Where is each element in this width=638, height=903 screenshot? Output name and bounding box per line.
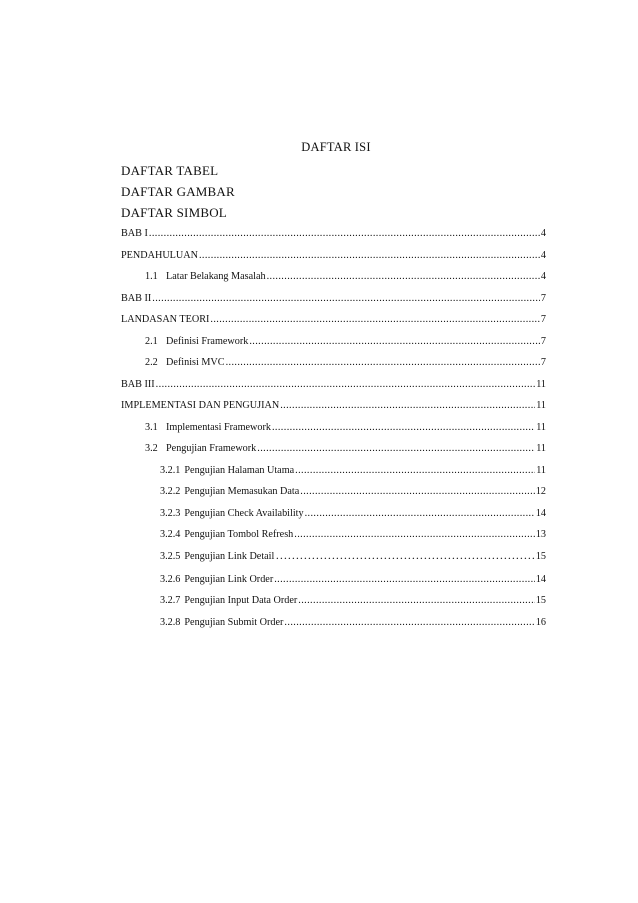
toc-entry-label: PENDAHULUAN xyxy=(121,250,198,261)
toc-entry-page: 7 xyxy=(540,293,546,304)
toc-leader-dots xyxy=(149,227,540,240)
toc-entry-1-1[interactable] xyxy=(121,270,546,283)
toc-entry-label: 2.2 Definisi MVC xyxy=(145,357,225,368)
toc-entry-number: 2.2 xyxy=(145,357,158,368)
toc-leader-dots xyxy=(272,421,535,434)
toc-entry-number: 3.2.6 xyxy=(160,574,181,585)
toc-entry-page: 16 xyxy=(535,617,546,628)
toc-leader-dots xyxy=(257,442,535,455)
toc-entry-label: 3.2.6 Pengujian Link Order xyxy=(160,574,274,585)
toc-entry-3-2-1[interactable] xyxy=(121,464,546,477)
toc-entry-bab-3[interactable] xyxy=(121,378,546,391)
toc-entry-label: 3.2.8 Pengujian Submit Order xyxy=(160,617,284,628)
toc-entry-number: 3.2.8 xyxy=(160,617,181,628)
toc-entry-number: 3.2.2 xyxy=(160,486,181,497)
toc-entry-number: 3.2.7 xyxy=(160,595,181,606)
toc-entry-number: 3.2.3 xyxy=(160,508,181,519)
toc-entry-page: 4 xyxy=(540,271,546,282)
front-matter-daftar-tabel: DAFTAR TABEL xyxy=(121,163,219,178)
toc-leader-dots xyxy=(226,356,540,369)
toc-entry-label: 3.2.1 Pengujian Halaman Utama xyxy=(160,465,295,476)
toc-entry-page: 11 xyxy=(536,379,546,390)
toc-entry-number: 2.1 xyxy=(145,336,158,347)
toc-leader-dots xyxy=(284,616,534,629)
toc-entry-label: 3.2.7 Pengujian Input Data Order xyxy=(160,595,298,606)
toc-leader-dots xyxy=(152,292,540,305)
toc-entry-label: BAB I xyxy=(121,228,148,239)
toc-entry-bab-1[interactable] xyxy=(121,227,546,240)
toc-entry-page: 13 xyxy=(535,529,546,540)
toc-entry-page: 4 xyxy=(540,250,546,261)
toc-entry-3-2[interactable] xyxy=(121,442,546,455)
toc-leader-dots xyxy=(199,249,540,262)
toc-entry-label: 3.2.3 Pengujian Check Availability xyxy=(160,508,304,519)
toc-entry-pendahuluan[interactable] xyxy=(121,249,546,262)
toc-entry-2-1[interactable] xyxy=(121,335,546,348)
toc-leader-dots xyxy=(210,313,540,326)
toc-entry-3-1[interactable] xyxy=(121,421,546,434)
toc-leader-dots xyxy=(274,573,535,586)
toc-entry-page: 11 xyxy=(536,400,546,411)
toc-entry-label: IMPLEMENTASI DAN PENGUJIAN xyxy=(121,400,280,411)
toc-entry-implementasi-dan-pengujian[interactable] xyxy=(121,399,546,412)
toc-entry-label: 3.2.2 Pengujian Memasukan Data xyxy=(160,486,300,497)
toc-entry-label: 3.1 Implementasi Framework xyxy=(145,422,271,433)
toc-entry-label: 3.2.4 Pengujian Tombol Refresh xyxy=(160,529,294,540)
toc-entry-page: 7 xyxy=(540,314,546,325)
toc-entry-page: 14 xyxy=(535,574,546,585)
toc-entry-3-2-7[interactable] xyxy=(121,594,546,607)
toc-entry-page: 11 xyxy=(536,422,546,433)
toc-leader-dots xyxy=(267,270,540,283)
toc-leader-dots xyxy=(156,378,536,391)
toc-entry-number: 3.2.1 xyxy=(160,465,181,476)
toc-entry-page: 14 xyxy=(535,508,546,519)
toc-entry-label: BAB II xyxy=(121,293,152,304)
toc-leader-dots xyxy=(305,507,535,520)
toc-entry-3-2-3[interactable] xyxy=(121,507,546,520)
toc-entry-3-2-8[interactable] xyxy=(121,616,546,629)
toc-leader-dots xyxy=(298,594,535,607)
toc-entry-page: 7 xyxy=(540,336,546,347)
toc-leader-dots xyxy=(295,464,535,477)
toc-entry-page: 15 xyxy=(535,595,546,606)
toc-entry-3-2-4[interactable] xyxy=(121,528,546,541)
toc-entry-page: 15 xyxy=(535,551,546,562)
toc-entry-page: 11 xyxy=(536,443,546,454)
toc-entry-page: 11 xyxy=(536,465,546,476)
toc-leader-dots xyxy=(300,485,535,498)
toc-entry-label: 3.2 Pengujian Framework xyxy=(145,443,257,454)
toc-leader-dots xyxy=(280,399,535,412)
toc-leader-dots xyxy=(275,549,534,562)
toc-entry-number: 3.2 xyxy=(145,443,158,454)
toc-entry-label: 2.1 Definisi Framework xyxy=(145,336,249,347)
toc-entry-label: LANDASAN TEORI xyxy=(121,314,210,325)
toc-entry-page: 12 xyxy=(535,486,546,497)
toc-entry-3-2-5[interactable] xyxy=(121,549,546,563)
toc-entry-number: 3.2.5 xyxy=(160,551,181,562)
toc-entry-label: 1.1 Latar Belakang Masalah xyxy=(145,271,266,282)
toc-entry-number: 3.2.4 xyxy=(160,529,181,540)
front-matter-daftar-gambar: DAFTAR GAMBAR xyxy=(121,184,235,199)
toc-entry-2-2[interactable] xyxy=(121,356,546,369)
toc-leader-dots xyxy=(294,528,535,541)
page-title: DAFTAR ISI xyxy=(301,140,371,154)
toc-entry-3-2-2[interactable] xyxy=(121,485,546,498)
toc-entry-label: BAB III xyxy=(121,379,155,390)
toc-entry-bab-2[interactable] xyxy=(121,292,546,305)
toc-entry-number: 3.1 xyxy=(145,422,158,433)
toc-entry-landasan-teori[interactable] xyxy=(121,313,546,326)
toc-entry-page: 7 xyxy=(540,357,546,368)
toc-entry-label: 3.2.5 Pengujian Link Detail xyxy=(160,551,275,562)
front-matter-daftar-simbol: DAFTAR SIMBOL xyxy=(121,205,227,220)
toc-entry-number: 1.1 xyxy=(145,271,158,282)
toc-leader-dots xyxy=(249,335,540,348)
toc-entry-page: 4 xyxy=(540,228,546,239)
toc-entry-3-2-6[interactable] xyxy=(121,573,546,586)
